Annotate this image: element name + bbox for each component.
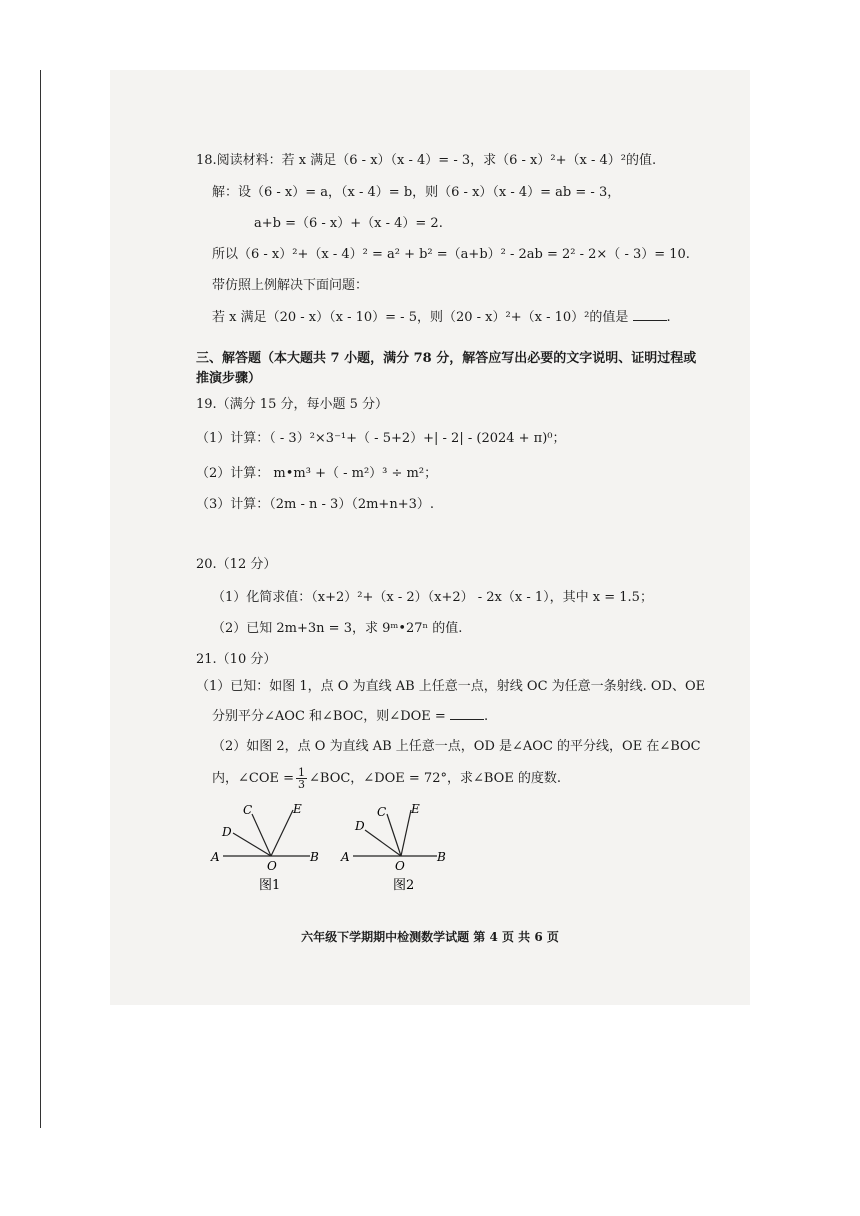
fig1-label-c: C <box>243 803 253 817</box>
q18-solution-line3: 所以（6 - x）²+（x - 4）² = a² + b² =（a+b）² - 2ab = 2² - 2×（ - 3）= 10. <box>212 247 690 262</box>
q20-part1: （1）化简求值：（x+2）²+（x - 2）（x+2） - 2x（x - 1），其中 x = 1.5； <box>212 590 653 605</box>
fig2-label-c: C <box>377 805 387 819</box>
fig2-label-o: O <box>395 859 405 873</box>
q19-part3: （3）计算：（2m - n - 3）（2m+n+3）. <box>196 497 434 512</box>
q21-part2-post: ∠BOC，∠DOE = 72°，求∠BOE 的度数. <box>309 771 562 786</box>
fig1-label-d: D <box>222 825 232 839</box>
q18-task-end: . <box>666 310 671 325</box>
fig2-ray-oc <box>387 814 401 856</box>
fig1-label-o: O <box>267 859 277 873</box>
fig2-label-a: A <box>341 850 350 864</box>
q21-part2-line1: （2）如图 2，点 O 为直线 AB 上任意一点，OD 是∠AOC 的平分线，OE 在∠BOC <box>212 739 701 754</box>
fig2-label-d: D <box>355 819 365 833</box>
fig2-ray-oe <box>401 810 411 856</box>
q18-task <box>212 308 671 327</box>
q20-part2: （2）已知 2m+3n = 3，求 9ᵐ•27ⁿ 的值. <box>212 621 463 636</box>
fig2-caption: 图2 <box>393 878 415 893</box>
figure-1 <box>205 800 335 900</box>
q19-heading: 19.（满分 15 分，每小题 5 分） <box>196 397 389 412</box>
fig2-label-b: B <box>437 850 446 864</box>
fraction-one-third <box>296 767 307 790</box>
fig1-label-e: E <box>293 802 302 816</box>
fig1-label-b: B <box>310 850 319 864</box>
q18-title: 18.阅读材料：若 x 满足（6 - x）（x - 4）= - 3，求（6 - x）²+（x - 4）²的值. <box>196 153 657 168</box>
page-footer: 六年级下学期期中检测数学试题 第 4 页 共 6 页 <box>301 930 559 944</box>
q20-heading: 20.（12 分） <box>196 557 277 572</box>
fig2-label-e: E <box>411 802 420 816</box>
q21-part2-line2 <box>212 766 561 792</box>
q21-part1-end: . <box>483 709 489 724</box>
section3-heading-line1: 三、解答题（本大题共 7 小题，满分 78 分，解答应写出必要的文字说明、证明过程或 <box>196 351 697 366</box>
figure-2 <box>335 800 465 900</box>
q21-part1-text: 分别平分∠AOC 和∠BOC，则∠DOE = <box>212 709 446 724</box>
scan-edge-line <box>40 70 41 1128</box>
q21-part2-pre: 内，∠COE = <box>212 771 295 786</box>
q21-part1-line1: （1）已知：如图 1，点 O 为直线 AB 上任意一点，射线 OC 为任意一条射线. OD、OE <box>196 679 706 694</box>
fraction-denominator: 3 <box>298 778 306 791</box>
fig1-label-a: A <box>211 850 220 864</box>
fig2-ray-od <box>365 830 401 856</box>
q21-heading: 21.（10 分） <box>196 652 277 667</box>
q18-solution-line1: 解：设（6 - x）= a，（x - 4）= b，则（6 - x）（x - 4）= ab = - 3， <box>212 185 621 200</box>
q18-answer-blank <box>633 308 667 321</box>
q18-instruction: 带仿照上例解决下面问题： <box>212 278 369 293</box>
fig1-caption: 图1 <box>259 878 281 893</box>
q18-task-text: 若 x 满足（20 - x）（x - 10）= - 5，则（20 - x）²+（x - 10）²的值是 <box>212 310 629 325</box>
q18-solution-line2: a+b =（6 - x）+（x - 4）= 2. <box>254 216 443 231</box>
q21-answer-blank <box>450 707 484 720</box>
fraction-numerator: 1 <box>298 766 306 779</box>
fig1-ray-oe <box>271 810 293 856</box>
q21-part1-line2 <box>212 707 488 726</box>
section3-heading-line2: 推演步骤） <box>196 371 262 386</box>
q19-part2: （2）计算： m•m³ +（ - m²）³ ÷ m²； <box>196 466 438 481</box>
q19-part1: （1）计算：（ - 3）²×3⁻¹+（ - 5+2）+| - 2| - (2024 + π)⁰； <box>196 431 566 446</box>
